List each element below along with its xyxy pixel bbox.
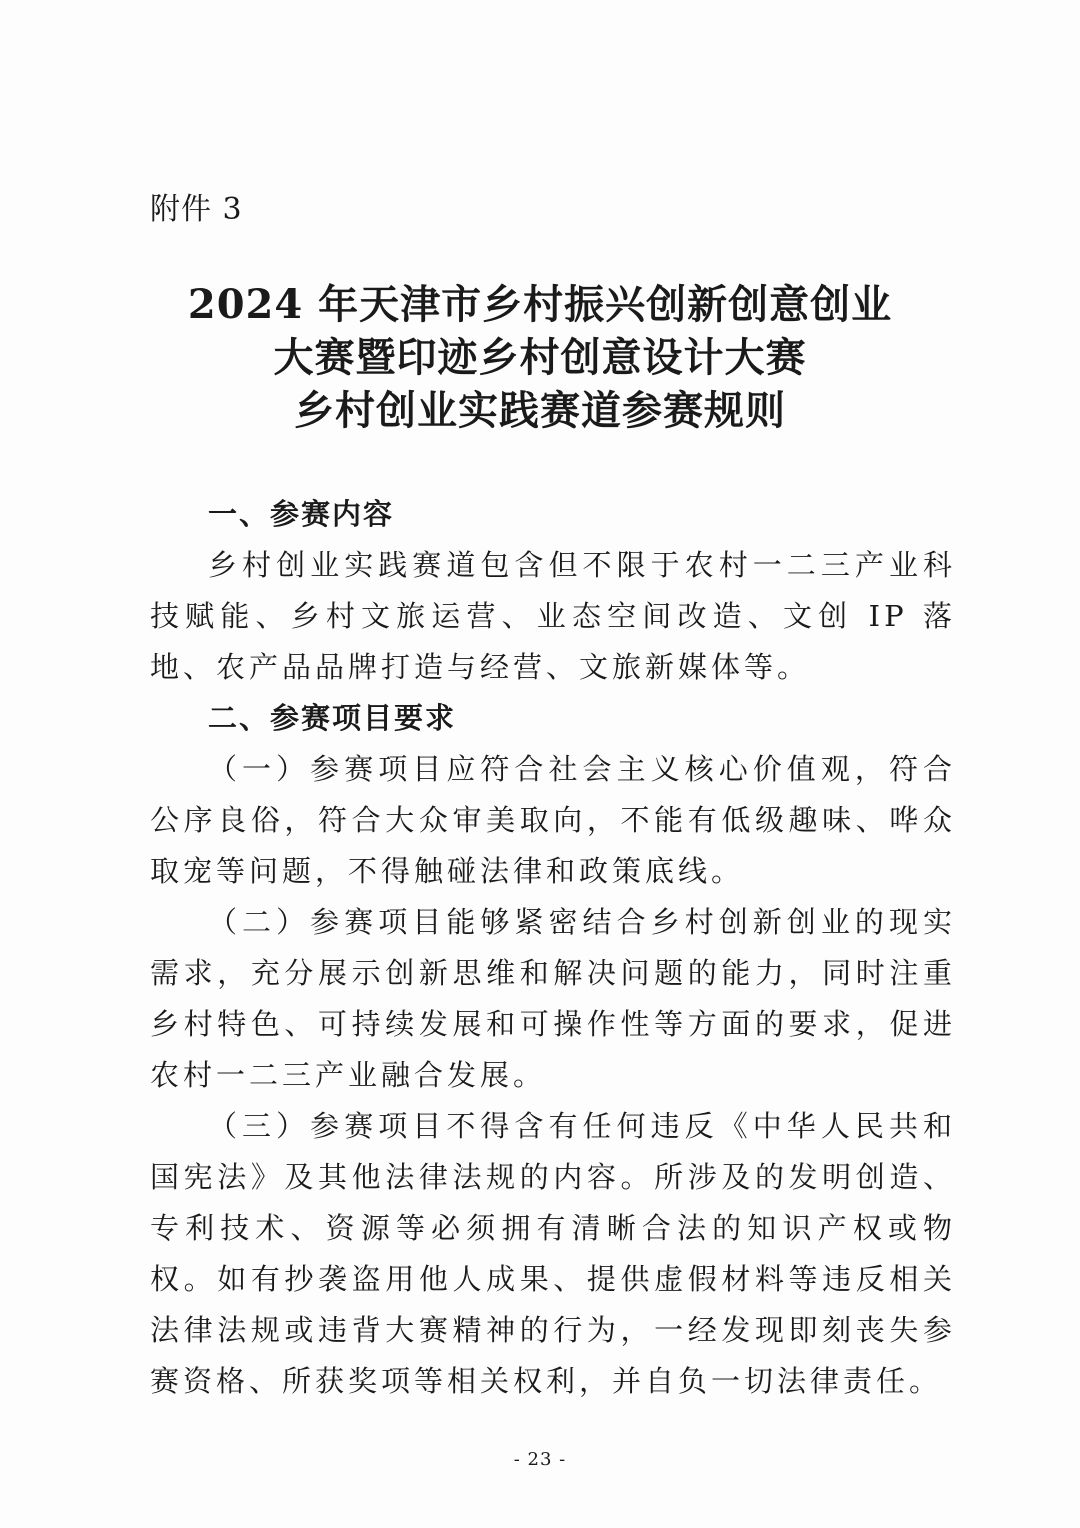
section-heading-1: 一、参赛内容 [208, 497, 395, 531]
requirement-item-3: （三）参赛项目不得含有任何违反《中华人民共和国宪法》及其他法律法规的内容。所涉及的发明创造、专利技术、资源等必须拥有清晰合法的知识产权或物权。如有抄袭盗用他人成果、提供虚假材料等违反相关法律法规或违背大赛精神的行为，一经发现即刻丧失参赛资格、所获奖项等相关权利，并自负一切法律责任。 [150, 1109, 956, 1398]
title-line-1: 2024 年天津市乡村振兴创新创意创业 [187, 281, 893, 328]
document-title [100, 278, 980, 437]
requirement-item-1: （一）参赛项目应符合社会主义核心价值观，符合公序良俗，符合大众审美取向，不能有低级趣味、哗众取宠等问题，不得触碰法律和政策底线。 [150, 752, 956, 888]
section-1-paragraph: 乡村创业实践赛道包含但不限于农村一二三产业科技赋能、乡村文旅运营、业态空间改造、文创 IP 落地、农产品品牌打造与经营、文旅新媒体等。 [150, 548, 956, 684]
requirement-item-2: （二）参赛项目能够紧密结合乡村创新创业的现实需求，充分展示创新思维和解决问题的能力，同时注重乡村特色、可持续发展和可操作性等方面的要求，促进农村一二三产业融合发展。 [150, 905, 956, 1092]
page-number: - 23 - [513, 1449, 567, 1470]
title-line-3: 乡村创业实践赛道参赛规则 [294, 387, 786, 434]
document-body [150, 489, 956, 1407]
section-heading-2: 二、参赛项目要求 [208, 701, 457, 735]
title-line-2: 大赛暨印迹乡村创意设计大赛 [273, 334, 807, 381]
attachment-label: 附件 3 [150, 192, 243, 227]
